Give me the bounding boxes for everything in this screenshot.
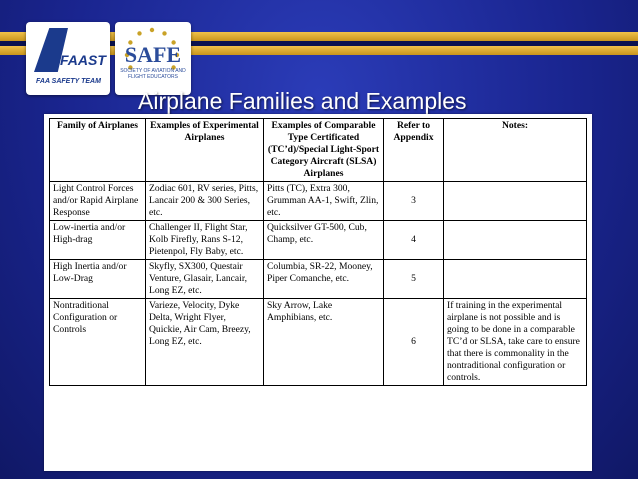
- header-appendix: Refer to Appendix: [384, 119, 444, 182]
- cell-notes: [444, 221, 587, 260]
- safe-logo-word: SAFE: [124, 42, 182, 67]
- cell-notes: [444, 182, 587, 221]
- cell-notes: If training in the experimental airplane is not possible and is going to be done in a comparable TC’d or SLSA, take care to ensure that there is commonality in the nontraditional configuration or controls.: [444, 299, 587, 386]
- header-comparable: Examples of Comparable Type Certificated (TC’d)/Special Light-Sport Category Aircraft (SLSA) Airplanes: [264, 119, 384, 182]
- header-experimental: Examples of Experimental Airplanes: [146, 119, 264, 182]
- cell-appendix: 3: [384, 182, 444, 221]
- faast-logo-word: FAAST: [60, 52, 106, 68]
- slide-title: Airplane Families and Examples: [138, 88, 467, 114]
- cell-experimental: Challenger II, Flight Star, Kolb Firefly, Rans S-12, Pietenpol, Fly Baby, etc.: [146, 221, 264, 260]
- safe-logo: [115, 22, 191, 95]
- safe-logo-subtitle: SOCIETY OF AVIATION AND FLIGHT EDUCATORS: [120, 68, 186, 80]
- airplane-families-table: [49, 118, 587, 386]
- header-notes: Notes:: [444, 119, 587, 182]
- table-card: [44, 114, 592, 471]
- cell-notes: [444, 260, 587, 299]
- cell-family: Nontraditional Configuration or Controls: [50, 299, 146, 386]
- table-row: [50, 299, 587, 386]
- faast-logo: [26, 22, 110, 95]
- cell-family: Low-inertia and/or High-drag: [50, 221, 146, 260]
- cell-family: Light Control Forces and/or Rapid Airplane Response: [50, 182, 146, 221]
- cell-appendix: 6: [384, 299, 444, 386]
- header-family: Family of Airplanes: [50, 119, 146, 182]
- cell-experimental: Zodiac 601, RV series, Pitts, Lancair 200 & 300 Series, etc.: [146, 182, 264, 221]
- cell-comparable: Sky Arrow, Lake Amphibians, etc.: [264, 299, 384, 386]
- cell-comparable: Pitts (TC), Extra 300, Grumman AA-1, Swift, Zlin, etc.: [264, 182, 384, 221]
- cell-appendix: 4: [384, 221, 444, 260]
- cell-family: High Inertia and/or Low-Drag: [50, 260, 146, 299]
- table-header-row: [50, 119, 587, 182]
- cell-experimental: Skyfly, SX300, Questair Venture, Glasair, Lancair, Long EZ, etc.: [146, 260, 264, 299]
- faast-logo-subtitle: FAA SAFETY TEAM: [36, 78, 101, 85]
- table-row: [50, 260, 587, 299]
- cell-comparable: Quicksilver GT-500, Cub, Champ, etc.: [264, 221, 384, 260]
- cell-experimental: Varieze, Velocity, Dyke Delta, Wright Flyer, Quickie, Air Cam, Breezy, Long EZ, etc.: [146, 299, 264, 386]
- table-row: [50, 221, 587, 260]
- table-row: [50, 182, 587, 221]
- cell-comparable: Columbia, SR-22, Mooney, Piper Comanche, etc.: [264, 260, 384, 299]
- cell-appendix: 5: [384, 260, 444, 299]
